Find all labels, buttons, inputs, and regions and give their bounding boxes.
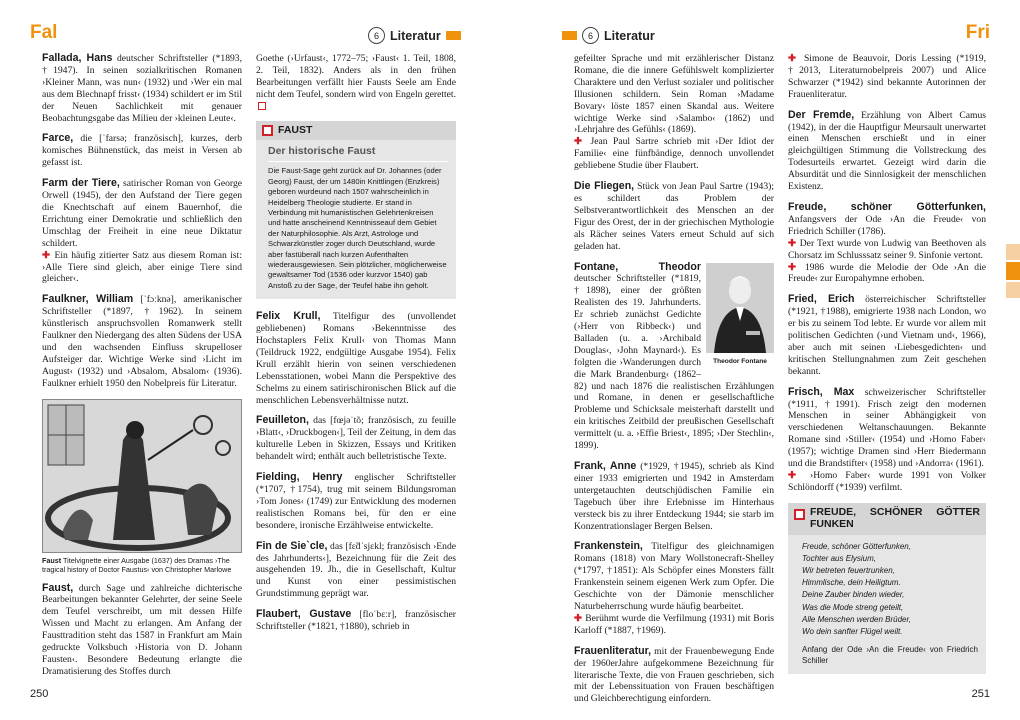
entry-text: die [ˈfarsə; französisch], kurzes, derb komisches Bühnenstück, das meist in Versen ab gefasst ist. <box>42 133 242 169</box>
section-title: Literatur <box>604 28 655 43</box>
image-caption <box>42 556 242 574</box>
headword: Farm der Tiere, <box>42 177 120 190</box>
plus-icon: ✚ <box>574 612 583 624</box>
entry-text: [ˈfɔːknə], amerikanischer Schriftsteller (*1897, †1962). In seinem künstlerisch anspruchsvollen Romanwerk stellt Faulkner den Niedergang des alten Südens der USA und den wachsenden Einfluss skrupelloser Aufsteiger dar. Wichtige Werke sind ›Licht im August‹ (1932) und ›Absalom, Absalom‹ (1936). Faulkner erhielt 1950 den Nobelpreis für Literatur. <box>42 294 242 389</box>
headword: Der Fremde, <box>788 108 855 121</box>
entry-fried <box>788 294 986 377</box>
section-title: Literatur <box>390 28 441 43</box>
entry-fielding <box>256 472 456 532</box>
corner-word-right: Fri <box>965 22 990 43</box>
entry-faulkner <box>42 294 242 389</box>
faust-illustration-icon <box>43 400 241 552</box>
box-header <box>788 503 986 535</box>
poem-line: Wo dein sanfter Flügel weilt. <box>802 627 903 637</box>
poem-line: Deine Zauber binden wieder, <box>802 590 905 600</box>
entry-note: Der Text wurde von Ludwig van Beethoven als Chorsatz im Schlusssatz seiner 9. Sinfonie vertont. <box>788 237 986 261</box>
entry-text: gefeilter Sprache und mit erzählerischer Distanz Romane, die die innere Gefühlswelt komplizierter Charaktere und den Verlust sozialer und politischer Illusionen schildern. Sein Roman ›Madame Bovary‹ löste 1857 einen Skandal aus. Weitere wichtige Werke sind ›Salambo‹ (1862) und ›Lehrjahre des Gefühls‹ (1869). <box>574 53 774 136</box>
red-square-icon <box>794 509 805 520</box>
entry-flaubert <box>256 609 456 633</box>
headword: Frank, Anne <box>574 460 637 472</box>
section-number-badge: 6 <box>368 27 385 44</box>
entry-text: das [fɛ̃dˈsjɛkl; französisch ›Ende des Jahrhunderts‹], Bezeichnung für die Zeit des ausgehenden 19. Jh., die in Gesellschaft, Kultur und Kunst von einer pessimistischen Grundstimmung geprägt war. <box>256 540 456 600</box>
right-column-2 <box>788 53 986 674</box>
entry-text: englischer Schriftsteller (*1707, †1754), trug mit seinem Bildungsroman ›Tom Jones‹ (1749) zur Entwicklung des modernen realistischen Romans bei, für den er eine besondere, ironische Erzählweise entwickelte. <box>256 472 456 531</box>
headword: Feuilleton, <box>256 414 309 427</box>
box-text: Die Faust-Sage geht zurück auf Dr. Johannes (oder Georg) Faust, der um 1480in Knittlingen (Enzkreis) geboren wurdeund nach 1507 wahrscheinlich in Heidelberg Theologie studierte. Er stand in Verbindung mit humanistischen Gelehrtenkreisen und hatte anscheinend Kenntnisseauf dem Gebiet der Naturphilosophie. Als Arzt, Astrologe und Schwarzkünstler zoger durch Deutschland, wurde aber fastüberall nach kurzen Aufenthalten wiederausgewiesen. Sein plötzlicher, möglicherweise gewaltsamer Tod (1536 oder kurzvor 1540) gab Anstoß zu der Sage, der Teufel habe ihn geholt. <box>268 166 447 290</box>
entry-fontane <box>574 262 774 453</box>
corner-word-left: Fal <box>30 22 58 43</box>
plus-icon: ✚ <box>788 237 797 249</box>
plus-icon: ✚ <box>788 470 802 481</box>
entry-text: Erzählung von Albert Camus (1942), in der die Hauptfigur Meursault unerwartet einen Menschen erschießt und in einer gleichgültigen Stimmung die Vollstreckung des Todesurteils erwartet. Gezeigt wird darin die Absurdität und die Sinnlosigkeit der menschlichen Existenz. <box>788 109 986 193</box>
headword: Felix Krull, <box>256 310 321 323</box>
caption-text: Titelvignette einer Ausgabe (1637) des Dramas ›The tragical history of Doctor Faustus‹ von Christopher Marlowe <box>42 555 232 574</box>
box-subtitle: Der historische Faust <box>268 146 448 162</box>
page-number-left: 250 <box>30 688 49 700</box>
plus-icon: ✚ <box>788 261 800 273</box>
entry-text: [floˈbɛːr], französischer Schriftsteller (*1821, †1880), schrieb in <box>256 609 456 633</box>
box-body <box>256 140 456 299</box>
entry-text: mit der Frauenbewegung Ende der 1960erJahre aufgekommene Bezeichnung für literarische Texte, die von Frauen geschrieben, sich mit der Lebenssituation von Frauen beschäftigen und Gleichberechtigung einfordern. <box>574 645 774 705</box>
headword: Fielding, Henry <box>256 471 343 484</box>
headword: Frankenstein, <box>574 540 643 553</box>
entry-text: satirischer Roman von George Orwell (1945), der den Aufstand der Tiere gegen die Knechtschaft auf einem Bauernhof, die Errichtung einer Demokratie und schließlich den Umschlag der Freiheit in eine neue Diktatur schildert. <box>42 178 242 249</box>
entry-fin-de-siecle <box>256 541 456 601</box>
end-mark-icon <box>258 102 266 110</box>
caption-label: Faust <box>42 555 62 565</box>
headword: Fried, Erich <box>788 293 855 306</box>
entry-frauenliteratur <box>574 646 774 706</box>
entry-text: schweizerischer Schriftsteller (*1911, †1991). Frisch zeigt den modernen Menschen in seiner Abhängigkeit von verschiedenen Weltanschauungen. Bekannte Romane sind ›Stiller‹ (1954) und ›Homo Faber‹ (1957); wichtige Dramen sind ›Herr Biedermann und die Brandstifter‹ (1958) und ›Andorra‹ (1961). <box>788 386 986 470</box>
box-title: FREUDE, SCHÖNER GÖTTER FUNKEN <box>810 505 980 530</box>
poem-lines <box>802 541 978 639</box>
headword: Fin de Sie`cle, <box>256 539 328 552</box>
entry-note: ›Homo Faber‹ wurde 1991 von Volker Schlöndorff (*1939) verfilmt. <box>788 470 986 493</box>
red-square-icon <box>262 125 273 136</box>
entry-freude <box>788 202 986 285</box>
side-tab-bottom <box>1006 282 1020 298</box>
faust-woodcut-image <box>42 399 242 553</box>
entry-felix-krull <box>256 311 456 406</box>
plus-icon: ✚ <box>574 136 586 148</box>
entry-faust <box>42 583 242 678</box>
entry-text: Stück von Jean Paul Sartre (1943); es schildert das Problem der Selbstverantwortlichkeit des Menschen an der Figur des Orest, der in der griechischen Mythologie als Rächer seines Vaters erneut Schuld auf sich geladen hat. <box>574 181 774 252</box>
entry-goethe-continued <box>256 53 456 113</box>
entry-note: Berühmt wurde die Verfilmung (1931) mit Boris Karloff (*1887, †1969). <box>574 612 774 636</box>
section-header-right <box>562 27 655 44</box>
entry-frisch <box>788 387 986 494</box>
portrait-caption: Theodor Fontane <box>713 358 767 366</box>
entry-flaubert-continued <box>574 53 774 172</box>
poem-line: Himmlische, dein Heiligtum. <box>802 578 901 588</box>
right-page <box>510 0 1020 720</box>
entry-feuilleton <box>256 415 456 463</box>
right-column-1 <box>574 53 774 714</box>
entry-text: Titelfigur des (unvollendet gebliebenen) Romans ›Bekenntnisse des Hochstaplers Felix Krull‹ von Thomas Mann (Teildruck 1922, endgültige Ausgabe 1954). Felix Krull erzählt hierin von seinen verschiedenen Lebensstationen, wobei Mann die Perspektive des Schelms zu einem satirischironischen Blick auf die menschlichen Lebensverhältnisse nutzt. <box>256 311 456 406</box>
entry-text: Anfangsvers der Ode ›An die Freude‹ von Friedrich Schiller (1786). <box>788 213 986 237</box>
poem-line: Was die Mode streng geteilt, <box>802 602 904 612</box>
fontane-portrait <box>706 263 774 369</box>
entry-text: deutscher Schriftsteller (*1819, †1898), einer der größten Realisten des 19. Jahrhunderts. Er schrieb zunächst Gedichte (›Herr von Ribbeck‹) und Balladen (u. a. ›Archibald Douglas‹, ›John Maynard‹). Es folgten die ›Wanderungen durch die Mark Brandenburg‹ (1862–82) und nach 1876 die realistischen Erzählungen und Romane, in denen er gesellschaftliche Probleme und Schicksale meisterhaft darstellt und ein kritisches Zeitbild der preußischen Gesellschaft vermittelt (u. a. ›Effie Briest‹, 1895; ›Der Stechlin‹, 1899). <box>574 273 774 452</box>
poem-line: Tochter aus Elysium, <box>802 553 876 563</box>
entry-text: durch Sage und zahlreiche dichterische Bearbeitungen bekannter Gelehrter, der seine Seele dem Teufel verschreibt, um mit dessen Hilfe Wissen und Macht zu erlangen. Am Anfang der Fausttradition steht das 1587 in Frankfurt am Main gedruckte Volksbuch ›Historia von D. Johann Fausten‹. Besondere Bedeutung erlangte die Dramatisierung des Stoffes durch <box>42 582 242 677</box>
headword: Frisch, Max <box>788 385 855 398</box>
box-title: FAUST <box>278 123 313 136</box>
entry-anne-frank <box>574 461 774 532</box>
page-number-right: 251 <box>971 688 990 700</box>
box-body <box>788 535 986 675</box>
side-tab-active <box>1006 262 1020 280</box>
entry-fallada <box>42 53 242 124</box>
left-column-1 <box>42 53 242 687</box>
entry-text: das [fœjəˈtõ; französisch, zu feuille ›Blatt‹, ›Druckbogen‹], Teil der Zeitung, in dem das kulturelle Leben in Skizzen, Essays und Kritiken behandelt wird; enthält auch belletristische Texte. <box>256 415 456 463</box>
entry-text: deutscher Schriftsteller (*1893, †1947). In seinen sozialkritischen Romanen ›Kleiner Mann, was nun‹ (1932) und ›Wer ein mal aus dem Blechnapf frisst‹ (1934) schildert er im Stil der Neuen Sachlichkeit mit genauer Beobachtungsgabe das Milieu der ›kleinen Leute‹. <box>42 53 242 124</box>
orange-marker-icon <box>446 31 461 40</box>
section-header-left <box>368 27 461 44</box>
headword: Fontane, Theodor <box>574 260 701 273</box>
headword: Faulkner, William <box>42 293 134 306</box>
headword: Flaubert, Gustave <box>256 608 352 621</box>
entry-text: Goethe (›Urfaust‹, 1772–75; ›Faust‹ 1. Teil, 1808, 2. Teil, 1832). Anders als in den frühen Bearbeitungen verfällt hier Fausts Seele am Ende nicht dem Teufel, sondern wird von Engeln gerettet. <box>256 53 456 100</box>
headword: Faust, <box>42 581 74 594</box>
entry-farm-der-tiere <box>42 178 242 285</box>
plus-icon: ✚ <box>788 53 799 64</box>
headword: Die Fliegen, <box>574 180 635 193</box>
entry-text: (*1929, †1945), schrieb als Kind einer 1933 emigrierten und 1942 in Amsterdam untergetauchten deutschjüdischen Familie ein Tagebuch über ihre Erlebnisse im Hinterhaus versteck bis zu ihrer Entdeckung 1944; sie starb im Konzentrationslager Bergen Belsen. <box>574 461 774 532</box>
side-tab-top <box>1006 244 1020 260</box>
entry-note: Simone de Beauvoir, Doris Lessing (*1919, †2013, Literaturnobelpreis 2007) und Alice Schwarzer (*1942) sind bekannte Autorinnen der Frauenliteratur. <box>788 53 986 100</box>
entry-die-fliegen <box>574 181 774 252</box>
headword: Farce, <box>42 132 74 145</box>
left-column-2 <box>256 53 456 642</box>
poem-line: Alle Menschen werden Brüder, <box>802 614 911 624</box>
poem-line: Freude, schöner Götterfunken, <box>802 541 911 551</box>
headword: Freude, schöner Götterfunken, <box>788 200 986 213</box>
entry-note: Ein häufig zitierter Satz aus diesem Roman ist: ›Alle Tiere sind gleich, aber einige Tiere sind gleicher‹. <box>42 249 242 285</box>
entry-der-fremde <box>788 110 986 193</box>
box-header <box>256 121 456 141</box>
entry-beauvoir-note <box>788 53 986 101</box>
orange-marker-icon <box>562 31 577 40</box>
headword: Fallada, Hans <box>42 52 113 64</box>
portrait-image-icon <box>706 263 774 353</box>
section-number-badge: 6 <box>582 27 599 44</box>
entry-text: österreichischer Schriftsteller (*1921, †1988), emigrierte 1938 nach London, wo er bis zu seinem Tod lebte. Er wurde vor allem mit politischen Gedichten (›und Vietnam und‹, 1966), aber auch mit seinen ›Liebesgedichten‹ und kritischen Stellungnahmen zum Zeit geschehen bekannt. <box>788 294 986 377</box>
entry-note: Jean Paul Sartre schrieb mit ›Der Idiot der Familie‹ eine fünfbändige, dennoch unvollendet gebliebene Studie über Flaubert. <box>574 136 774 172</box>
poem-line: Wir betreten feuertrunken, <box>802 566 895 576</box>
plus-icon: ✚ <box>42 249 52 261</box>
entry-farce <box>42 133 242 169</box>
freude-poem-box <box>788 503 986 674</box>
entry-text: Titelfigur des gleichnamigen Romans (1818) von Mary Wollstonecraft-Shelley (*1797, †1851): Als Schöpfer eines Monsters fällt Frankenstein seinem eigenen Werk zum Opfer. Die Geschichte von der Dämonie menschlicher Naturbeherrschung wurde häufig bearbeitet. <box>574 541 774 612</box>
entry-frankenstein <box>574 541 774 636</box>
entry-note: 1986 wurde die Melodie der Ode ›An die Freude‹ zur Europahymne erhoben. <box>788 261 986 285</box>
faust-info-box <box>256 121 456 300</box>
box-footer: Anfang der Ode ›An die Freude‹ von Friedrich Schiller <box>802 645 978 666</box>
headword: Frauenliteratur, <box>574 644 652 657</box>
